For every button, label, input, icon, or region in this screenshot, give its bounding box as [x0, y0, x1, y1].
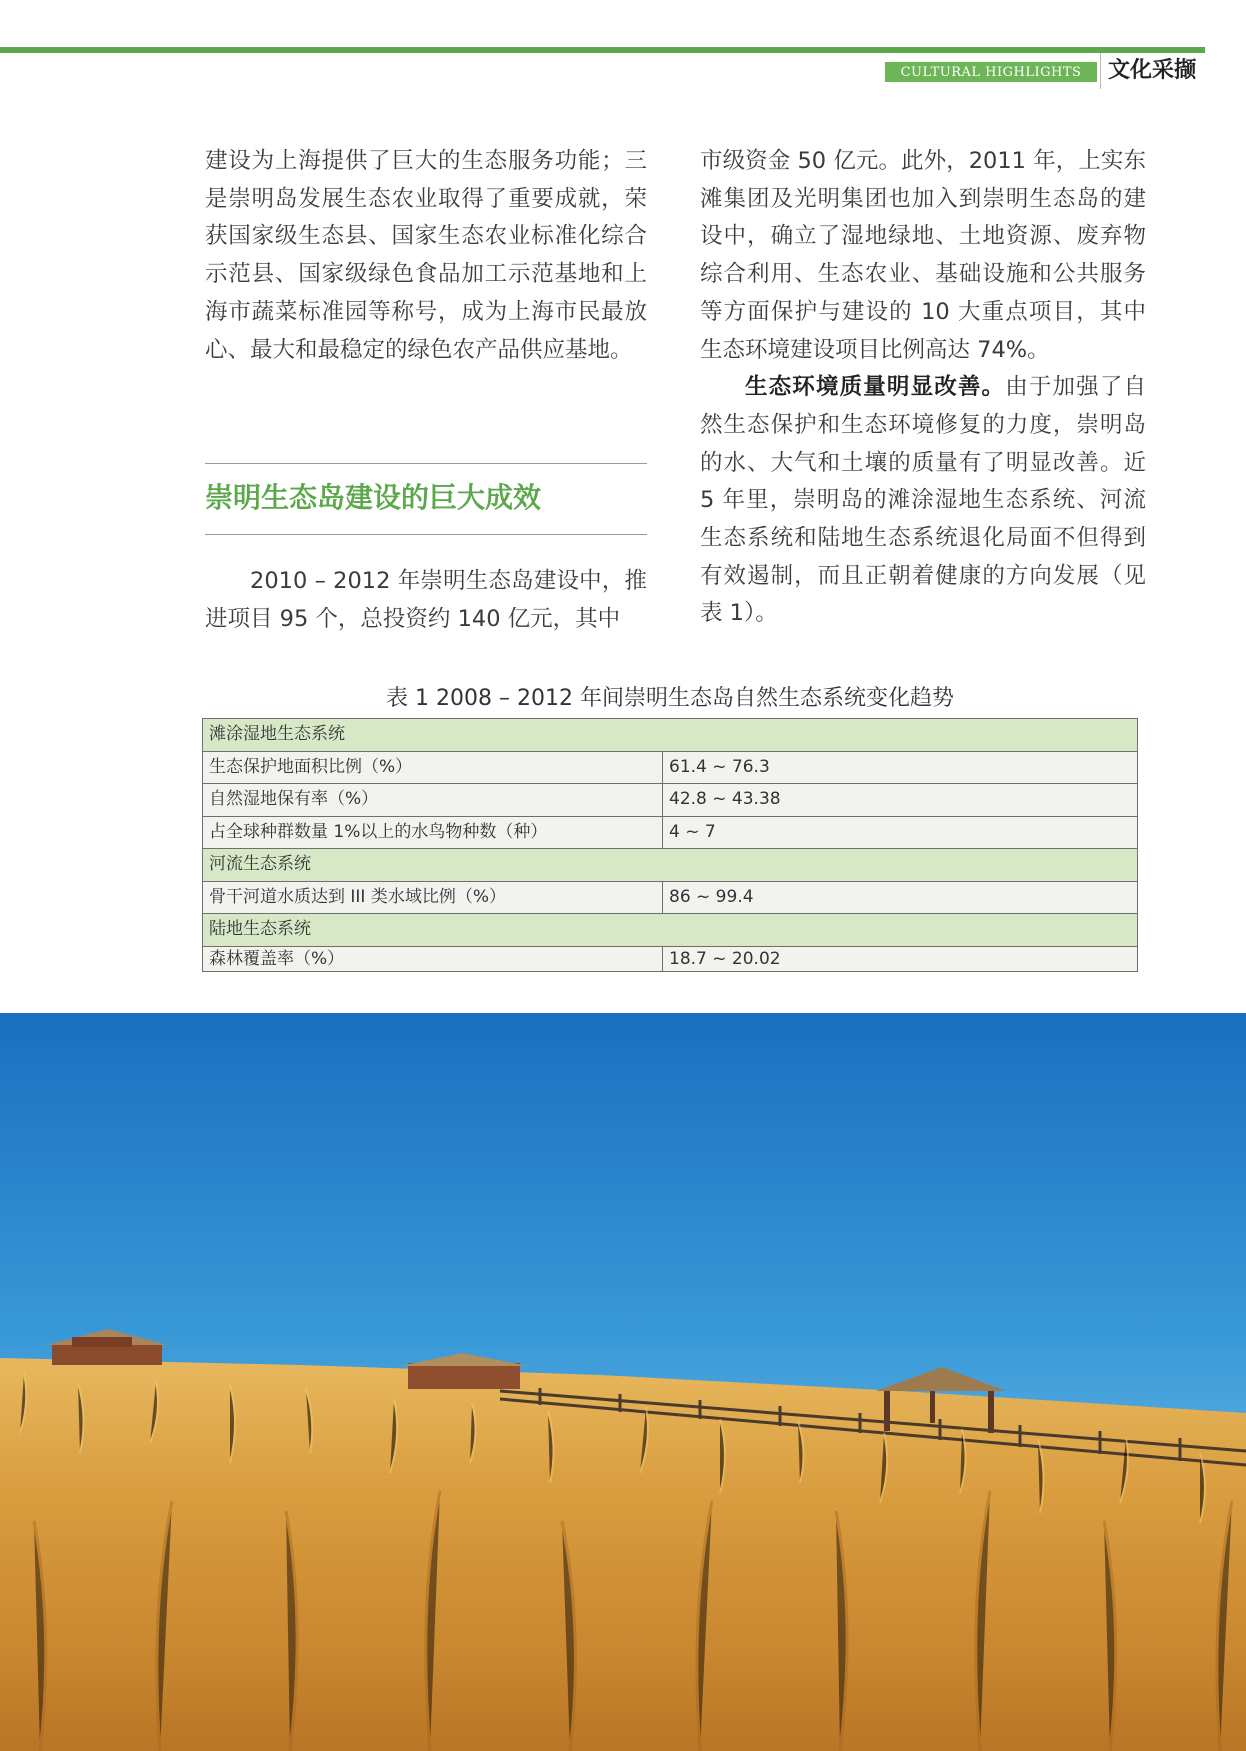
- section-label-cn: 文化采撷: [1108, 58, 1197, 83]
- table-row: [203, 946, 1138, 971]
- reed-field-illustration: [0, 1013, 1246, 1751]
- table-group-label: 陆地生态系统: [203, 914, 1138, 947]
- table-row: [203, 751, 1138, 784]
- section-title: 崇明生态岛建设的巨大成效: [205, 481, 542, 514]
- table-row: [203, 881, 1138, 914]
- table-row: [203, 784, 1138, 817]
- table-group-row: [203, 914, 1138, 947]
- right-paragraph-2-body: 由于加强了自然生态保护和生态环境修复的力度，崇明岛的水、大气和土壤的质量有了明显改善。近 5 年里，崇明岛的滩涂湿地生态系统、河流生态系统和陆地生态系统退化局面不但得到有效遏制，而且正朝着健康的方向发展（见表 1）。: [700, 374, 1146, 627]
- header-divider: [1100, 53, 1101, 89]
- table-group-label: 河流生态系统: [203, 849, 1138, 882]
- left-column-top: [205, 143, 647, 369]
- right-paragraph-1: 市级资金 50 亿元。此外，2011 年，上实东滩集团及光明集团也加入到崇明生态岛的建设中，确立了湿地绿地、土地资源、废弃物综合利用、生态农业、基础设施和公共服务等方面保护与建设的 10 大重点项目，其中生态环境建设项目比例高达 74%。: [700, 148, 1146, 363]
- right-paragraph-2: [700, 369, 1146, 633]
- table-cell-label: 占全球种群数量 1%以上的水鸟物种数（种）: [203, 816, 663, 849]
- eco-table: [202, 718, 1138, 972]
- table-cell-value: 61.4 ~ 76.3: [663, 751, 1138, 784]
- table-row: [203, 816, 1138, 849]
- section-label-en: CULTURAL HIGHLIGHTS: [900, 65, 1082, 80]
- section-heading-block: [205, 463, 647, 535]
- table-cell-label: 生态保护地面积比例（%）: [203, 751, 663, 784]
- right-paragraph-2-lead: 生态环境质量明显改善。: [745, 374, 1006, 401]
- left-column-bottom: [205, 563, 647, 638]
- table-cell-label: 自然湿地保有率（%）: [203, 784, 663, 817]
- table-group-label: 滩涂湿地生态系统: [203, 719, 1138, 752]
- table-cell-value: 18.7 ~ 20.02: [663, 946, 1138, 971]
- table-cell-label: 森林覆盖率（%）: [203, 946, 663, 971]
- table-cell-value: 86 ~ 99.4: [663, 881, 1138, 914]
- left-paragraph-2: 2010 – 2012 年崇明生态岛建设中，推进项目 95 个，总投资约 140 亿元，其中: [205, 568, 647, 632]
- table-cell-value: 4 ~ 7: [663, 816, 1138, 849]
- table-caption: 表 1 2008 – 2012 年间崇明生态岛自然生态系统变化趋势: [386, 686, 954, 711]
- header-rule: [0, 47, 1205, 53]
- right-column: [700, 143, 1146, 633]
- table-group-row: [203, 719, 1138, 752]
- table-group-row: [203, 849, 1138, 882]
- table-cell-value: 42.8 ~ 43.38: [663, 784, 1138, 817]
- reed-field-photo: [0, 1013, 1246, 1751]
- table-cell-label: 骨干河道水质达到 III 类水域比例（%）: [203, 881, 663, 914]
- left-paragraph-1: 建设为上海提供了巨大的生态服务功能；三是崇明岛发展生态农业取得了重要成就，荣获国家级生态县、国家生态农业标准化综合示范县、国家级绿色食品加工示范基地和上海市蔬菜标准园等称号，成为上海市民最放心、最大和最稳定的绿色农产品供应基地。: [205, 148, 647, 363]
